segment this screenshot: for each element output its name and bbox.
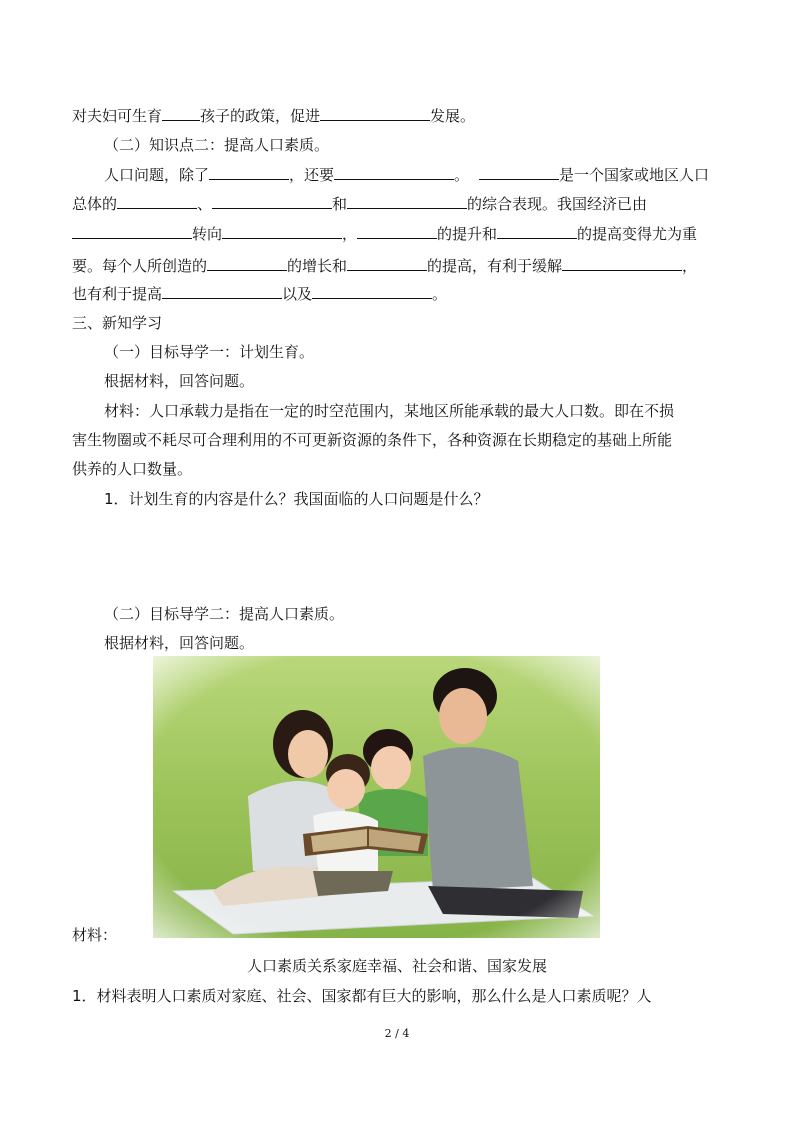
question-2-1: 1．材料表明人口素质对家庭、社会、国家都有巨大的影响，那么什么是人口素质呢？人 xyxy=(72,987,652,1005)
blank[interactable] xyxy=(320,106,430,121)
text: 、 xyxy=(197,195,213,213)
blank[interactable] xyxy=(347,256,427,271)
blank[interactable] xyxy=(162,284,282,299)
page-number: 2 / 4 xyxy=(384,1027,410,1040)
family-reading-photo xyxy=(153,656,600,938)
blank[interactable] xyxy=(357,224,437,239)
section-knowledge-2: （二）知识点二：提高人口素质。 xyxy=(104,136,330,154)
blank[interactable] xyxy=(212,194,332,209)
text: 的增长和 xyxy=(287,257,348,275)
instruction-text-2: 根据材料，回答问题。 xyxy=(104,634,255,652)
goal-2-heading: （二）目标导学二：提高人口素质。 xyxy=(104,605,345,623)
text: 。 xyxy=(454,166,470,184)
text: 和 xyxy=(332,195,348,213)
line-4 xyxy=(72,194,647,214)
material-text-line-1: 材料：人口承载力是指在一定的时空范围内，某地区所能承载的最大人口数。即在不损 xyxy=(104,402,675,420)
line-1 xyxy=(72,106,475,126)
text: 转向 xyxy=(192,225,223,243)
text: ， xyxy=(342,225,358,243)
blank[interactable] xyxy=(562,256,682,271)
blank[interactable] xyxy=(222,224,342,239)
text: 发展。 xyxy=(430,107,476,125)
blank[interactable] xyxy=(72,224,192,239)
instruction-text: 根据材料，回答问题。 xyxy=(104,372,255,390)
blank[interactable] xyxy=(334,165,454,180)
blank[interactable] xyxy=(117,194,197,209)
line-5 xyxy=(72,224,697,244)
image-caption: 人口素质关系家庭幸福、社会和谐、国家发展 xyxy=(246,957,547,975)
text: ，还要 xyxy=(289,166,335,184)
blank[interactable] xyxy=(312,284,432,299)
question-1: 1．计划生育的内容是什么？我国面临的人口问题是什么？ xyxy=(104,490,489,508)
blank[interactable] xyxy=(497,224,577,239)
blank[interactable] xyxy=(209,165,289,180)
text: 也有利于提高 xyxy=(72,285,163,303)
material-text-line-3: 供养的人口数量。 xyxy=(72,460,193,478)
goal-1-heading: （一）目标导学一：计划生育。 xyxy=(104,343,315,361)
text: 是一个国家或地区人口 xyxy=(559,166,710,184)
line-3 xyxy=(104,165,709,185)
text: 的综合表现。我国经济已由 xyxy=(467,195,648,213)
blank[interactable] xyxy=(479,165,559,180)
blank[interactable] xyxy=(207,256,287,271)
text: 的提高，有利于缓解 xyxy=(427,257,563,275)
text: 以及 xyxy=(282,285,313,303)
text: 的提高变得尤为重 xyxy=(577,225,698,243)
line-6 xyxy=(72,256,697,276)
text: ， xyxy=(682,257,698,275)
material-label: 材料： xyxy=(72,926,118,944)
text: 要。每个人所创造的 xyxy=(72,257,208,275)
text: 的提升和 xyxy=(437,225,498,243)
text: 人口问题，除了 xyxy=(104,166,210,184)
text: 总体的 xyxy=(72,195,118,213)
material-text-line-2: 害生物圈或不耗尽可合理利用的不可更新资源的条件下，各种资源在长期稳定的基础上所能 xyxy=(72,431,673,449)
blank[interactable] xyxy=(347,194,467,209)
blank[interactable] xyxy=(162,106,200,121)
text: 孩子的政策，促进 xyxy=(200,107,321,125)
text: 对夫妇可生育 xyxy=(72,107,163,125)
line-7 xyxy=(72,284,447,304)
text: 。 xyxy=(432,285,448,303)
section-heading-3: 三、新知学习 xyxy=(72,314,163,332)
